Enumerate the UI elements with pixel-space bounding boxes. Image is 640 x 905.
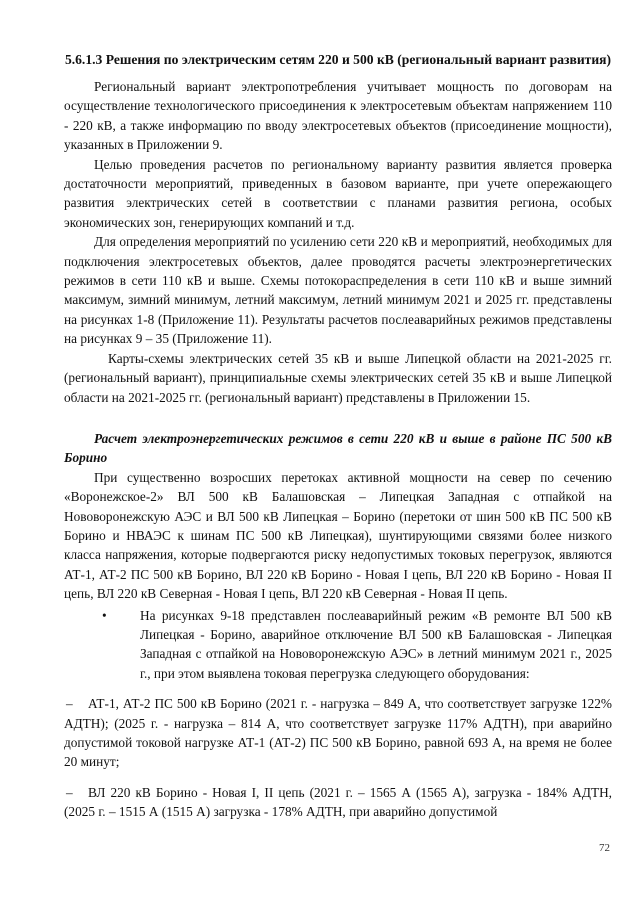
page-number: 72 xyxy=(599,842,610,854)
bullet-item xyxy=(64,606,612,684)
paragraph-3: Для определения мероприятий по усилению сети 220 кВ и мероприятий, необходимых для подключения электросетевых объектов, далее проводятся расчеты электроэнергетических режимов в сети 110 кВ и выше. Схемы потокораспределения в сети 110 кВ и выше зимний максимум, зимний минимум, летний максимум, летний минимум 2021 и 2025 гг. представлены на рисунках 1-8 (Приложение 11). Результаты расчетов послеаварийных режимов представлены на рисунках 9 – 35 (Приложение 11). xyxy=(64,234,612,347)
section-heading: 5.6.1.3 Решения по электрическим сетям 220 и 500 кВ (региональный вариант развития) xyxy=(64,52,612,67)
document-page xyxy=(64,50,612,822)
paragraph-5: При существенно возросших перетоках активной мощности на север по сечению «Воронежское-2» ВЛ 500 кВ Балашовская – Липецкая Западная с отпайкой на Нововоронежскую АЭС и ВЛ 500 кВ Липецкая – Борино (перетоки от шин 500 кВ ПС 500 кВ Борино и НВАЭС к шинам ПС 500 кВ Липецкая), шунтирующими связями более низкого класса напряжения, которые подвергаются риску недопустимых токовых перегрузок, являются АТ-1, АТ-2 ПС 500 кВ Борино, ВЛ 220 кВ Борино - Новая I цепь, ВЛ 220 кВ Борино - Новая II цепь, ВЛ 220 кВ Северная - Новая I цепь, ВЛ 220 кВ Северная - Новая II цепь. xyxy=(64,469,612,602)
bullet-icon: • xyxy=(102,607,107,623)
dash-text: АТ-1, АТ-2 ПС 500 кВ Борино (2021 г. - нагрузка – 849 А, что соответствует загрузке 122% АДТН); (2025 г. - нагрузка – 814 А, что соответствует загрузке 117% АДТН), при аварийно допустимой токовой нагрузке АТ-1 (АТ-2) ПС 500 кВ Борино, равной 693 А, на время не более 20 минут; xyxy=(64,696,612,770)
bullet-text: На рисунках 9-18 представлен послеаварийный режим «В ремонте ВЛ 500 кВ Липецкая - Борино, аварийное отключение ВЛ 500 кВ Балашовская - Липецкая Западная с отпайкой на Нововоронежскую АЭС» в летний минимум 2021 г., 2025 г., при этом выявлена токовая перегрузка следующего оборудования: xyxy=(140,607,612,681)
paragraph-1: Региональный вариант электропотребления учитывает мощность по договорам на осуществление технологического присоединения к электросетевым объектам напряжением 110 - 220 кВ, а также информацию по вводу электросетевых объектов (присоединение мощности), указанных в Приложении 9. xyxy=(64,79,612,153)
paragraph-4: Карты-схемы электрических сетей 35 кВ и выше Липецкой области на 2021-2025 гг. (региональный вариант), принципиальные схемы электрических сетей 35 кВ и выше Липецкой области на 2021-2025 гг. (региональный вариант) представлены в Приложении 15. xyxy=(64,350,612,405)
dash-text: ВЛ 220 кВ Борино - Новая I, II цепь (2021 г. – 1565 А (1565 А), загрузка - 184% АДТН, (2025 г. – 1515 А (1515 А) загрузка - 178% АДТН, при аварийно допустимой xyxy=(64,784,612,820)
dash-icon: – xyxy=(66,696,73,712)
dash-icon: – xyxy=(66,784,73,800)
subheading: Расчет электроэнергетических режимов в сети 220 кВ и выше в районе ПС 500 кВ Борино xyxy=(64,430,612,466)
dash-item-2 xyxy=(64,783,612,822)
dash-item-1 xyxy=(64,694,612,772)
spacer xyxy=(64,407,612,429)
paragraph-2: Целью проведения расчетов по региональному варианту развития является проверка достаточности мероприятий, приведенных в базовом варианте, при учете опережающего развития электрических сетей в соответствии с планами развития региона, особых экономических зон, генерирующих компаний и т.д. xyxy=(64,156,612,230)
